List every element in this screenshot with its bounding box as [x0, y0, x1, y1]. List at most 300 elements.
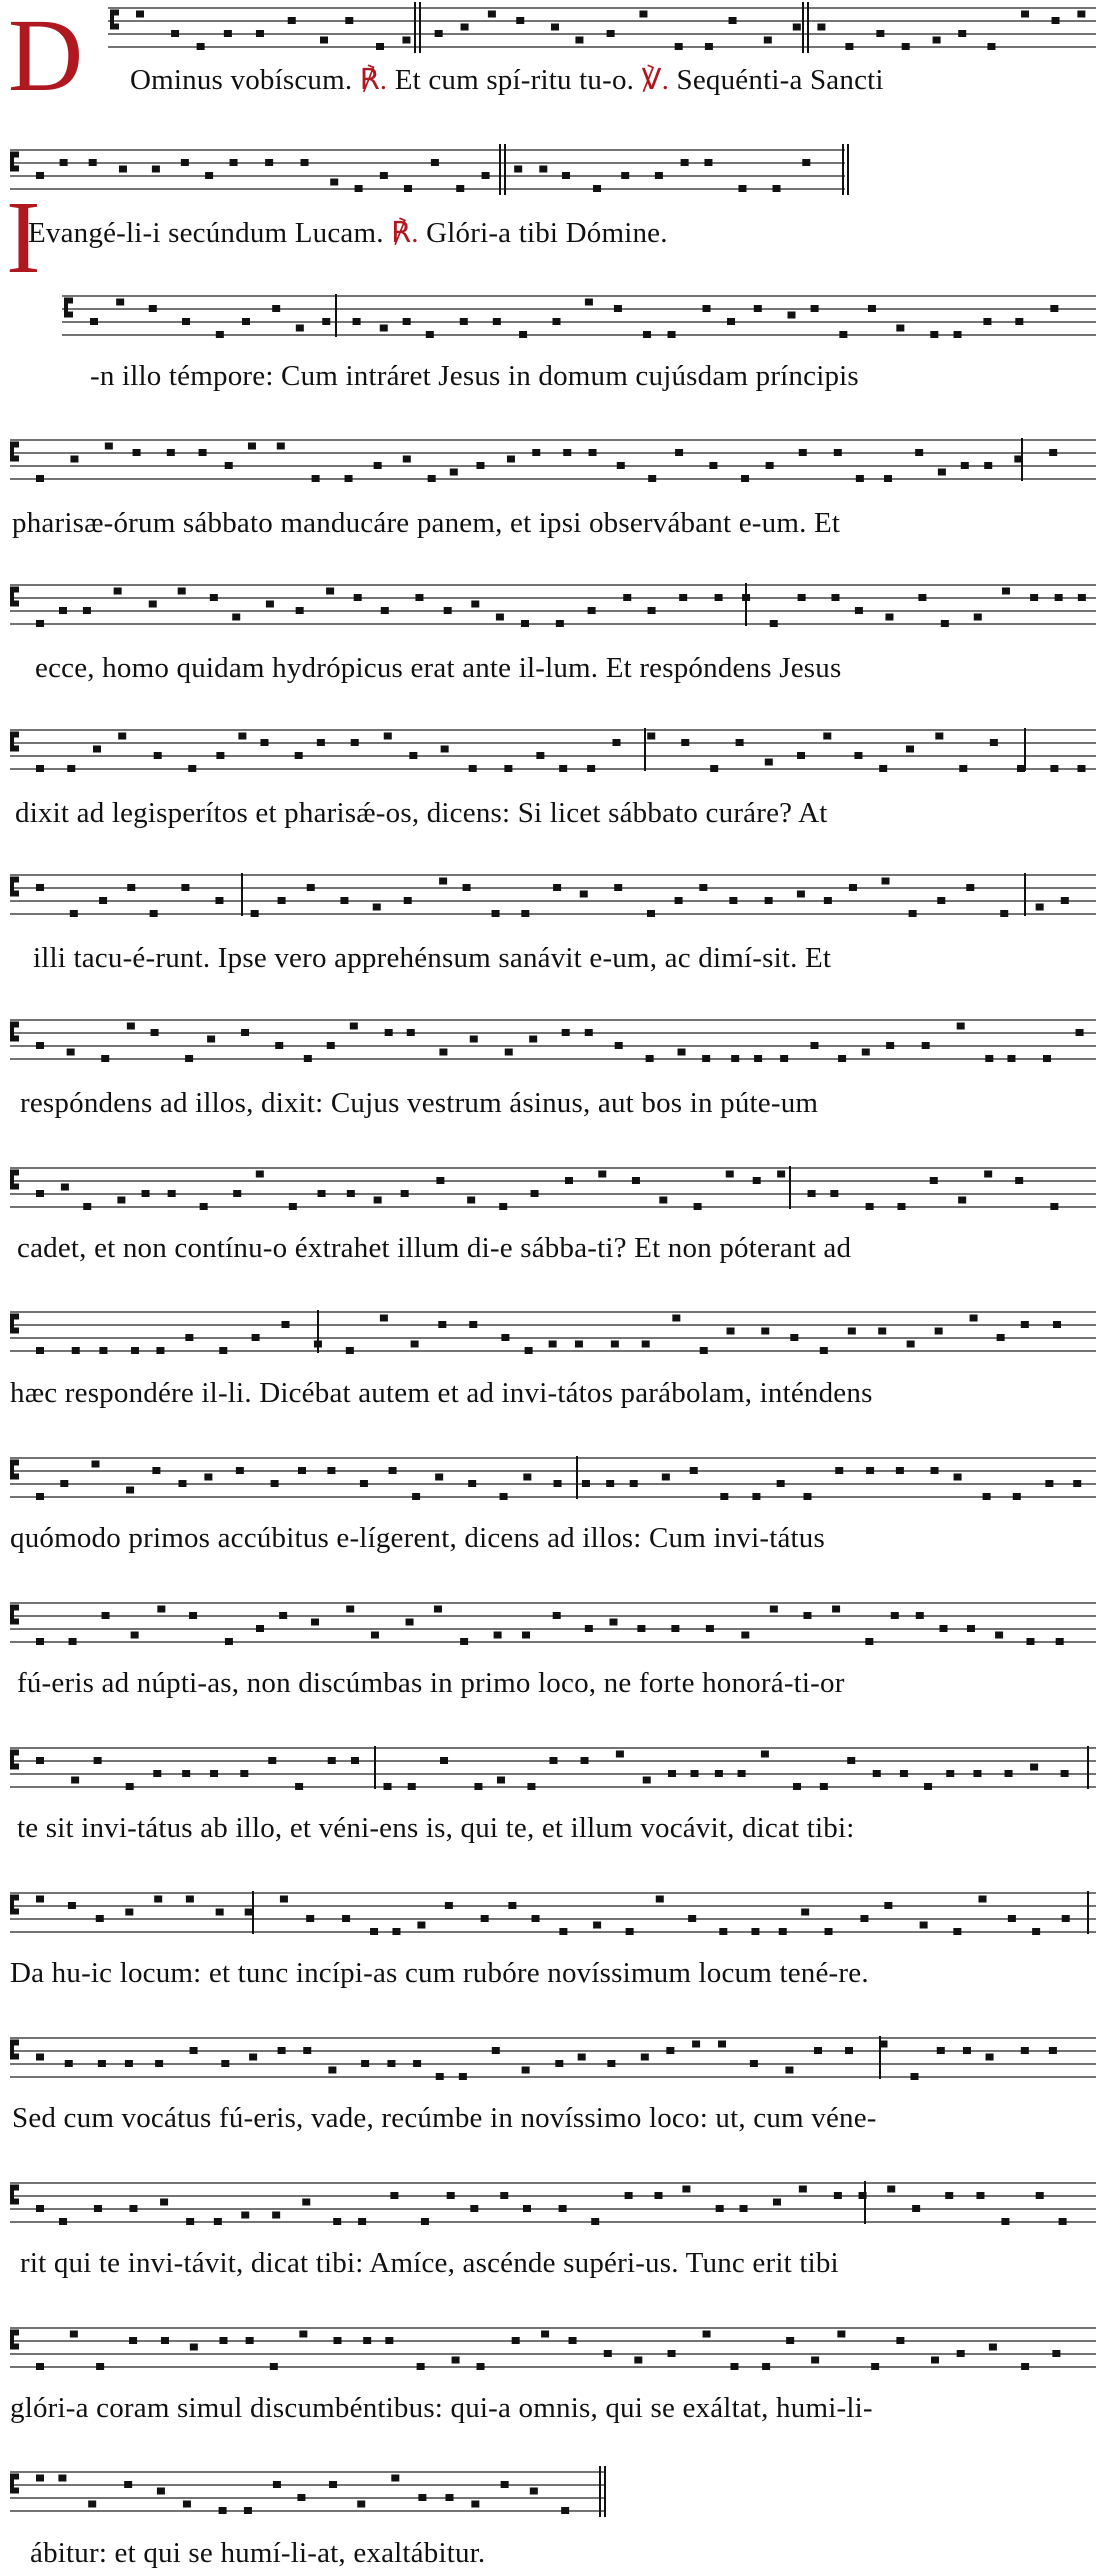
neume-note: [186, 1896, 194, 1903]
neume-note: [801, 1909, 809, 1916]
neume-note: [563, 449, 571, 456]
neume-note: [973, 1770, 981, 1777]
lyric-text: Glóri-a tibi Dómine.: [418, 217, 668, 249]
neume-note: [963, 2047, 971, 2054]
neume-note: [522, 2067, 530, 2074]
c-clef-icon: [14, 456, 19, 462]
neume-note: [435, 30, 443, 37]
neume-note: [793, 1783, 801, 1790]
neume-note: [133, 449, 141, 456]
neume-note: [426, 331, 434, 338]
neume-note: [1049, 2047, 1057, 2054]
neume-note: [1055, 594, 1063, 601]
neume-note: [941, 620, 949, 627]
neume-note: [296, 325, 304, 332]
neume-note: [36, 172, 44, 179]
neume-note: [764, 37, 772, 44]
neume-note: [820, 1347, 828, 1354]
neume-note: [403, 318, 411, 325]
neume-note: [297, 2494, 305, 2501]
neume-note: [190, 2047, 198, 2054]
neume-note: [244, 2507, 252, 2514]
neume-note: [655, 172, 663, 179]
neume-note: [611, 1341, 619, 1348]
neume-note: [1036, 904, 1044, 911]
neume-note: [482, 172, 490, 179]
neume-note: [662, 1474, 670, 1481]
neume-note: [387, 2060, 395, 2067]
neume-note: [885, 614, 893, 621]
neume-note: [953, 1928, 961, 1935]
neume-note: [879, 765, 887, 772]
neume-note: [456, 185, 464, 192]
neume-note: [607, 30, 615, 37]
neume-note: [1013, 1493, 1021, 1500]
neume-note: [71, 1777, 79, 1784]
lyric-text: glóri-a coram simul discumbéntibus: qui-a omnis, qui se exáltat, humi-li-: [10, 2392, 873, 2424]
neume-note: [612, 739, 620, 746]
c-clef-icon: [64, 298, 68, 318]
neume-note: [536, 752, 544, 759]
neume-note: [99, 1347, 107, 1354]
c-clef-icon: [14, 2488, 19, 2494]
neume-note: [360, 1480, 368, 1487]
neume-note: [911, 2073, 919, 2080]
neume-note: [1050, 1203, 1058, 1210]
neume-note: [236, 1467, 244, 1474]
lyric-text: fú-eris ad núpti-as, non discúmbas in primo loco, ne forte honorá-ti-or: [17, 1667, 845, 1699]
neume-note: [970, 1315, 978, 1322]
neume-note: [907, 1341, 915, 1348]
neume-note: [406, 1619, 414, 1626]
neume-note: [802, 159, 810, 166]
lyric-line: [10, 1520, 1090, 1556]
neume-note: [68, 1902, 76, 1909]
neume-note: [89, 159, 97, 166]
neume-note: [593, 1922, 601, 1929]
neume-note: [185, 1055, 193, 1062]
lyric-text: Et cum spí-ritu tu-o.: [387, 64, 642, 96]
neume-note: [719, 1928, 727, 1935]
neume-note: [469, 765, 477, 772]
neume-note: [385, 1029, 393, 1036]
neume-note: [409, 752, 417, 759]
neume-note: [459, 2073, 467, 2080]
neume-note: [766, 462, 774, 469]
lyric-text: pharisæ-órum sábbato manducáre panem, et ipsi observábant e-um. Et: [12, 507, 841, 539]
neume-note: [371, 1632, 379, 1639]
neume-note: [1021, 2363, 1029, 2370]
neume-note: [854, 752, 862, 759]
neume-note: [312, 475, 320, 482]
neume-note: [412, 1493, 420, 1500]
lyric-line: [10, 2390, 1090, 2426]
neume-note: [404, 185, 412, 192]
c-clef-icon: [14, 166, 19, 172]
neume-note: [945, 2192, 953, 2199]
neume-note: [855, 607, 863, 614]
neume-note: [823, 733, 831, 740]
neume-note: [639, 11, 647, 18]
neume-note: [549, 1757, 557, 1764]
neume-note: [556, 620, 564, 627]
lyric-line: [130, 62, 1090, 98]
neume-note: [799, 2186, 807, 2193]
neume-note: [401, 1190, 409, 1197]
neume-note: [91, 1461, 99, 1468]
neume-note: [692, 2041, 700, 2048]
neume-note: [318, 1190, 326, 1197]
neume-note: [761, 1328, 769, 1335]
neume-note: [116, 299, 124, 306]
neume-note: [151, 1029, 159, 1036]
neume-note: [440, 1757, 448, 1764]
neume-note: [958, 30, 966, 37]
neume-note: [345, 475, 353, 482]
neume-note: [626, 1928, 634, 1935]
neume-note: [710, 765, 718, 772]
neume-note: [353, 318, 361, 325]
neume-note: [516, 17, 524, 24]
neume-note: [559, 2205, 567, 2212]
neume-note: [957, 1023, 965, 1030]
neume-note: [152, 1467, 160, 1474]
neume-note: [559, 1928, 567, 1935]
neume-note: [793, 24, 801, 31]
neume-note: [411, 1341, 419, 1348]
neume-note: [351, 1757, 359, 1764]
neume-note: [36, 1896, 44, 1903]
neume-note: [444, 607, 452, 614]
lyric-line: [10, 1375, 1090, 1411]
neume-note: [142, 1190, 150, 1197]
neume-note: [504, 765, 512, 772]
c-clef-icon: [14, 1474, 19, 1480]
neume-note: [129, 2205, 137, 2212]
neume-note: [1005, 1770, 1013, 1777]
neume-note: [384, 733, 392, 740]
neume-note: [585, 1029, 593, 1036]
neume-note: [681, 739, 689, 746]
neume-note: [403, 456, 411, 463]
neume-note: [58, 2475, 66, 2482]
c-clef-icon: [14, 2474, 19, 2480]
neume-note: [241, 1029, 249, 1036]
c-clef-icon: [10, 2185, 14, 2205]
neume-note: [884, 475, 892, 482]
neume-note: [428, 475, 436, 482]
neume-note: [959, 765, 967, 772]
neume-note: [248, 443, 256, 450]
c-clef-icon: [14, 1619, 19, 1625]
neume-note: [527, 1783, 535, 1790]
neume-note: [436, 1177, 444, 1184]
lyric-text: illi tacu-é-runt. Ipse vero apprehénsum sanávit e-um, ac dimí-sit. Et: [33, 942, 832, 974]
neume-note: [1015, 1177, 1023, 1184]
lyric-line: [90, 358, 1090, 394]
neume-note: [98, 2060, 106, 2067]
neume-note: [36, 1493, 44, 1500]
c-clef-icon: [14, 2185, 19, 2191]
neume-note: [271, 1480, 279, 1487]
neume-note: [634, 2357, 642, 2364]
neume-note: [647, 733, 655, 740]
neume-note: [200, 1203, 208, 1210]
neume-note: [976, 2192, 984, 2199]
neume-note: [205, 172, 213, 179]
neume-note: [865, 1638, 873, 1645]
neume-note: [1021, 2047, 1029, 2054]
c-clef-icon: [10, 587, 14, 607]
neume-note: [470, 2205, 478, 2212]
neume-note: [501, 2481, 509, 2488]
neume-note: [751, 1928, 759, 1935]
neume-note: [765, 897, 773, 904]
neume-note: [210, 1770, 218, 1777]
neume-note: [906, 746, 914, 753]
neume-note: [374, 462, 382, 469]
c-clef-icon: [10, 2330, 14, 2350]
neume-note: [441, 746, 449, 753]
neume-note: [252, 1334, 260, 1341]
neume-note: [539, 166, 547, 173]
neume-note: [306, 1915, 314, 1922]
neume-note: [249, 2054, 257, 2061]
lyric-text: rit qui te invi-távit, dicat tibi: Amíce, ascénde supéri-us. Tunc erit tibi: [20, 2247, 839, 2279]
rubric-sign: ℟.: [391, 217, 419, 249]
neume-note: [555, 2060, 563, 2067]
neume-note: [900, 1770, 908, 1777]
neume-note: [1015, 318, 1023, 325]
lyric-text: Sed cum vocátus fú-eris, vade, recúmbe in novíssimo loco: ut, cum véne-: [12, 2102, 877, 2134]
neume-note: [83, 607, 91, 614]
neume-note: [470, 1036, 478, 1043]
neume-note: [983, 318, 991, 325]
neume-note: [125, 1909, 133, 1916]
neume-note: [447, 2192, 455, 2199]
neume-note: [847, 1757, 855, 1764]
neume-note: [373, 904, 381, 911]
neume-note: [614, 884, 622, 891]
neume-note: [390, 2192, 398, 2199]
c-clef-icon: [68, 312, 73, 318]
neume-note: [155, 2060, 163, 2067]
neume-note: [578, 2054, 586, 2061]
neume-note: [727, 318, 735, 325]
neume-note: [967, 1625, 975, 1632]
neume-note: [1030, 594, 1038, 601]
neume-note: [289, 1203, 297, 1210]
neume-note: [762, 2363, 770, 2370]
neume-note: [666, 2047, 674, 2054]
c-clef-icon: [14, 2330, 19, 2336]
neume-note: [886, 1042, 894, 1049]
neume-note: [189, 1612, 197, 1619]
neume-note: [181, 884, 189, 891]
neume-note: [922, 1042, 930, 1049]
neume-note: [273, 2481, 281, 2488]
neume-note: [954, 1474, 962, 1481]
neume-note: [995, 1632, 1003, 1639]
neume-note: [690, 1467, 698, 1474]
neume-note: [523, 2205, 531, 2212]
neume-note: [621, 172, 629, 179]
neume-note: [354, 594, 362, 601]
neume-note: [347, 1190, 355, 1197]
neume-note: [553, 1612, 561, 1619]
neume-note: [182, 318, 190, 325]
neume-note: [1030, 1764, 1038, 1771]
neume-note: [345, 17, 353, 24]
neume-note: [551, 24, 559, 31]
neume-note: [418, 2494, 426, 2501]
c-clef-icon: [14, 601, 19, 607]
neume-note: [987, 43, 995, 50]
neume-note: [1017, 765, 1025, 772]
neume-note: [514, 166, 522, 173]
neume-note: [439, 878, 447, 885]
neume-note: [36, 475, 44, 482]
neume-note: [817, 24, 825, 31]
neume-note: [730, 2363, 738, 2370]
neume-note: [868, 305, 876, 312]
neume-note: [210, 594, 218, 601]
neume-note: [931, 2357, 939, 2364]
neume-note: [918, 594, 926, 601]
neume-note: [681, 159, 689, 166]
c-clef-icon: [10, 877, 14, 897]
neume-note: [521, 910, 529, 917]
neume-note: [715, 594, 723, 601]
lyric-line: [20, 1085, 1090, 1121]
neume-note: [718, 2041, 726, 2048]
drop-cap-initial-d: D: [8, 0, 84, 113]
neume-note: [522, 1632, 530, 1639]
neume-note: [96, 1915, 104, 1922]
neume-note: [532, 1915, 540, 1922]
neume-note: [531, 1190, 539, 1197]
neume-note: [575, 37, 583, 44]
neume-note: [1050, 305, 1058, 312]
neume-note: [153, 1770, 161, 1777]
neume-note: [280, 1896, 288, 1903]
lyric-text: dixit ad legisperítos et pharisǽ-os, dicens: Si licet sábbato curáre? At: [15, 797, 828, 829]
neume-note: [909, 910, 917, 917]
neume-note: [824, 897, 832, 904]
neume-note: [340, 897, 348, 904]
c-clef-icon: [10, 152, 14, 172]
neume-note: [507, 456, 515, 463]
neume-note: [565, 1177, 573, 1184]
neume-note: [786, 2337, 794, 2344]
neume-note: [463, 884, 471, 891]
neume-note: [350, 1023, 358, 1030]
neume-note: [500, 2192, 508, 2199]
neume-note: [770, 620, 778, 627]
lyric-text: ábitur: et qui se humí-li-at, exaltábitur.: [30, 2537, 486, 2569]
neume-note: [1076, 1029, 1084, 1036]
neume-note: [752, 1493, 760, 1500]
neume-note: [729, 17, 737, 24]
neume-note: [997, 1334, 1005, 1341]
neume-note: [322, 318, 330, 325]
c-clef-icon: [14, 1022, 19, 1028]
neume-note: [623, 594, 631, 601]
neume-note: [569, 2337, 577, 2344]
neume-note: [891, 1612, 899, 1619]
neume-note: [860, 1915, 868, 1922]
c-clef-icon: [10, 442, 14, 462]
neume-note: [648, 607, 656, 614]
neume-note: [530, 2488, 538, 2495]
neume-note: [346, 1606, 354, 1613]
neume-note: [866, 1467, 874, 1474]
neume-note: [897, 1203, 905, 1210]
c-clef-icon: [14, 1895, 19, 1901]
neume-note: [357, 2501, 365, 2508]
neume-note: [94, 1757, 102, 1764]
neume-note: [36, 2054, 44, 2061]
neume-note: [582, 1480, 590, 1487]
lyric-line: [30, 2535, 1090, 2571]
c-clef-icon: [10, 1895, 14, 1915]
neume-note: [381, 607, 389, 614]
neume-note: [790, 1334, 798, 1341]
neume-note: [675, 449, 683, 456]
neume-note: [738, 1770, 746, 1777]
c-clef-icon: [10, 2040, 14, 2060]
neume-note: [1052, 2350, 1060, 2357]
neume-note: [417, 2363, 425, 2370]
neume-note: [219, 2337, 227, 2344]
neume-note: [408, 1783, 416, 1790]
neume-note: [646, 1055, 654, 1062]
neume-note: [575, 1341, 583, 1348]
neume-note: [127, 884, 135, 891]
neume-note: [616, 1751, 624, 1758]
neume-note: [242, 318, 250, 325]
c-clef-icon: [10, 1314, 14, 1334]
neume-note: [562, 172, 570, 179]
lyric-text: te sit invi-tátus ab illo, et véni-ens is, qui te, et illum vocávit, dicat tibi:: [17, 1812, 855, 1844]
neume-note: [561, 2507, 569, 2514]
neume-note: [488, 11, 496, 18]
neume-note: [804, 1493, 812, 1500]
neume-note: [835, 1467, 843, 1474]
neume-note: [70, 456, 78, 463]
neume-note: [989, 2344, 997, 2351]
neume-note: [716, 2205, 724, 2212]
neume-note: [938, 469, 946, 476]
neume-note: [643, 331, 651, 338]
neume-note: [848, 1328, 856, 1335]
neume-note: [469, 1321, 477, 1328]
neume-note: [984, 1171, 992, 1178]
neume-note: [328, 2067, 336, 2074]
neume-note: [720, 1493, 728, 1500]
neume-note: [587, 765, 595, 772]
neume-note: [702, 1055, 710, 1062]
neume-note: [190, 2344, 198, 2351]
neume-note: [277, 443, 285, 450]
neume-note: [1001, 2218, 1009, 2225]
neume-note: [799, 449, 807, 456]
neume-note: [675, 43, 683, 50]
neume-note: [856, 475, 864, 482]
neume-note: [445, 1902, 453, 1909]
neume-note: [94, 2205, 102, 2212]
neume-note: [199, 449, 207, 456]
